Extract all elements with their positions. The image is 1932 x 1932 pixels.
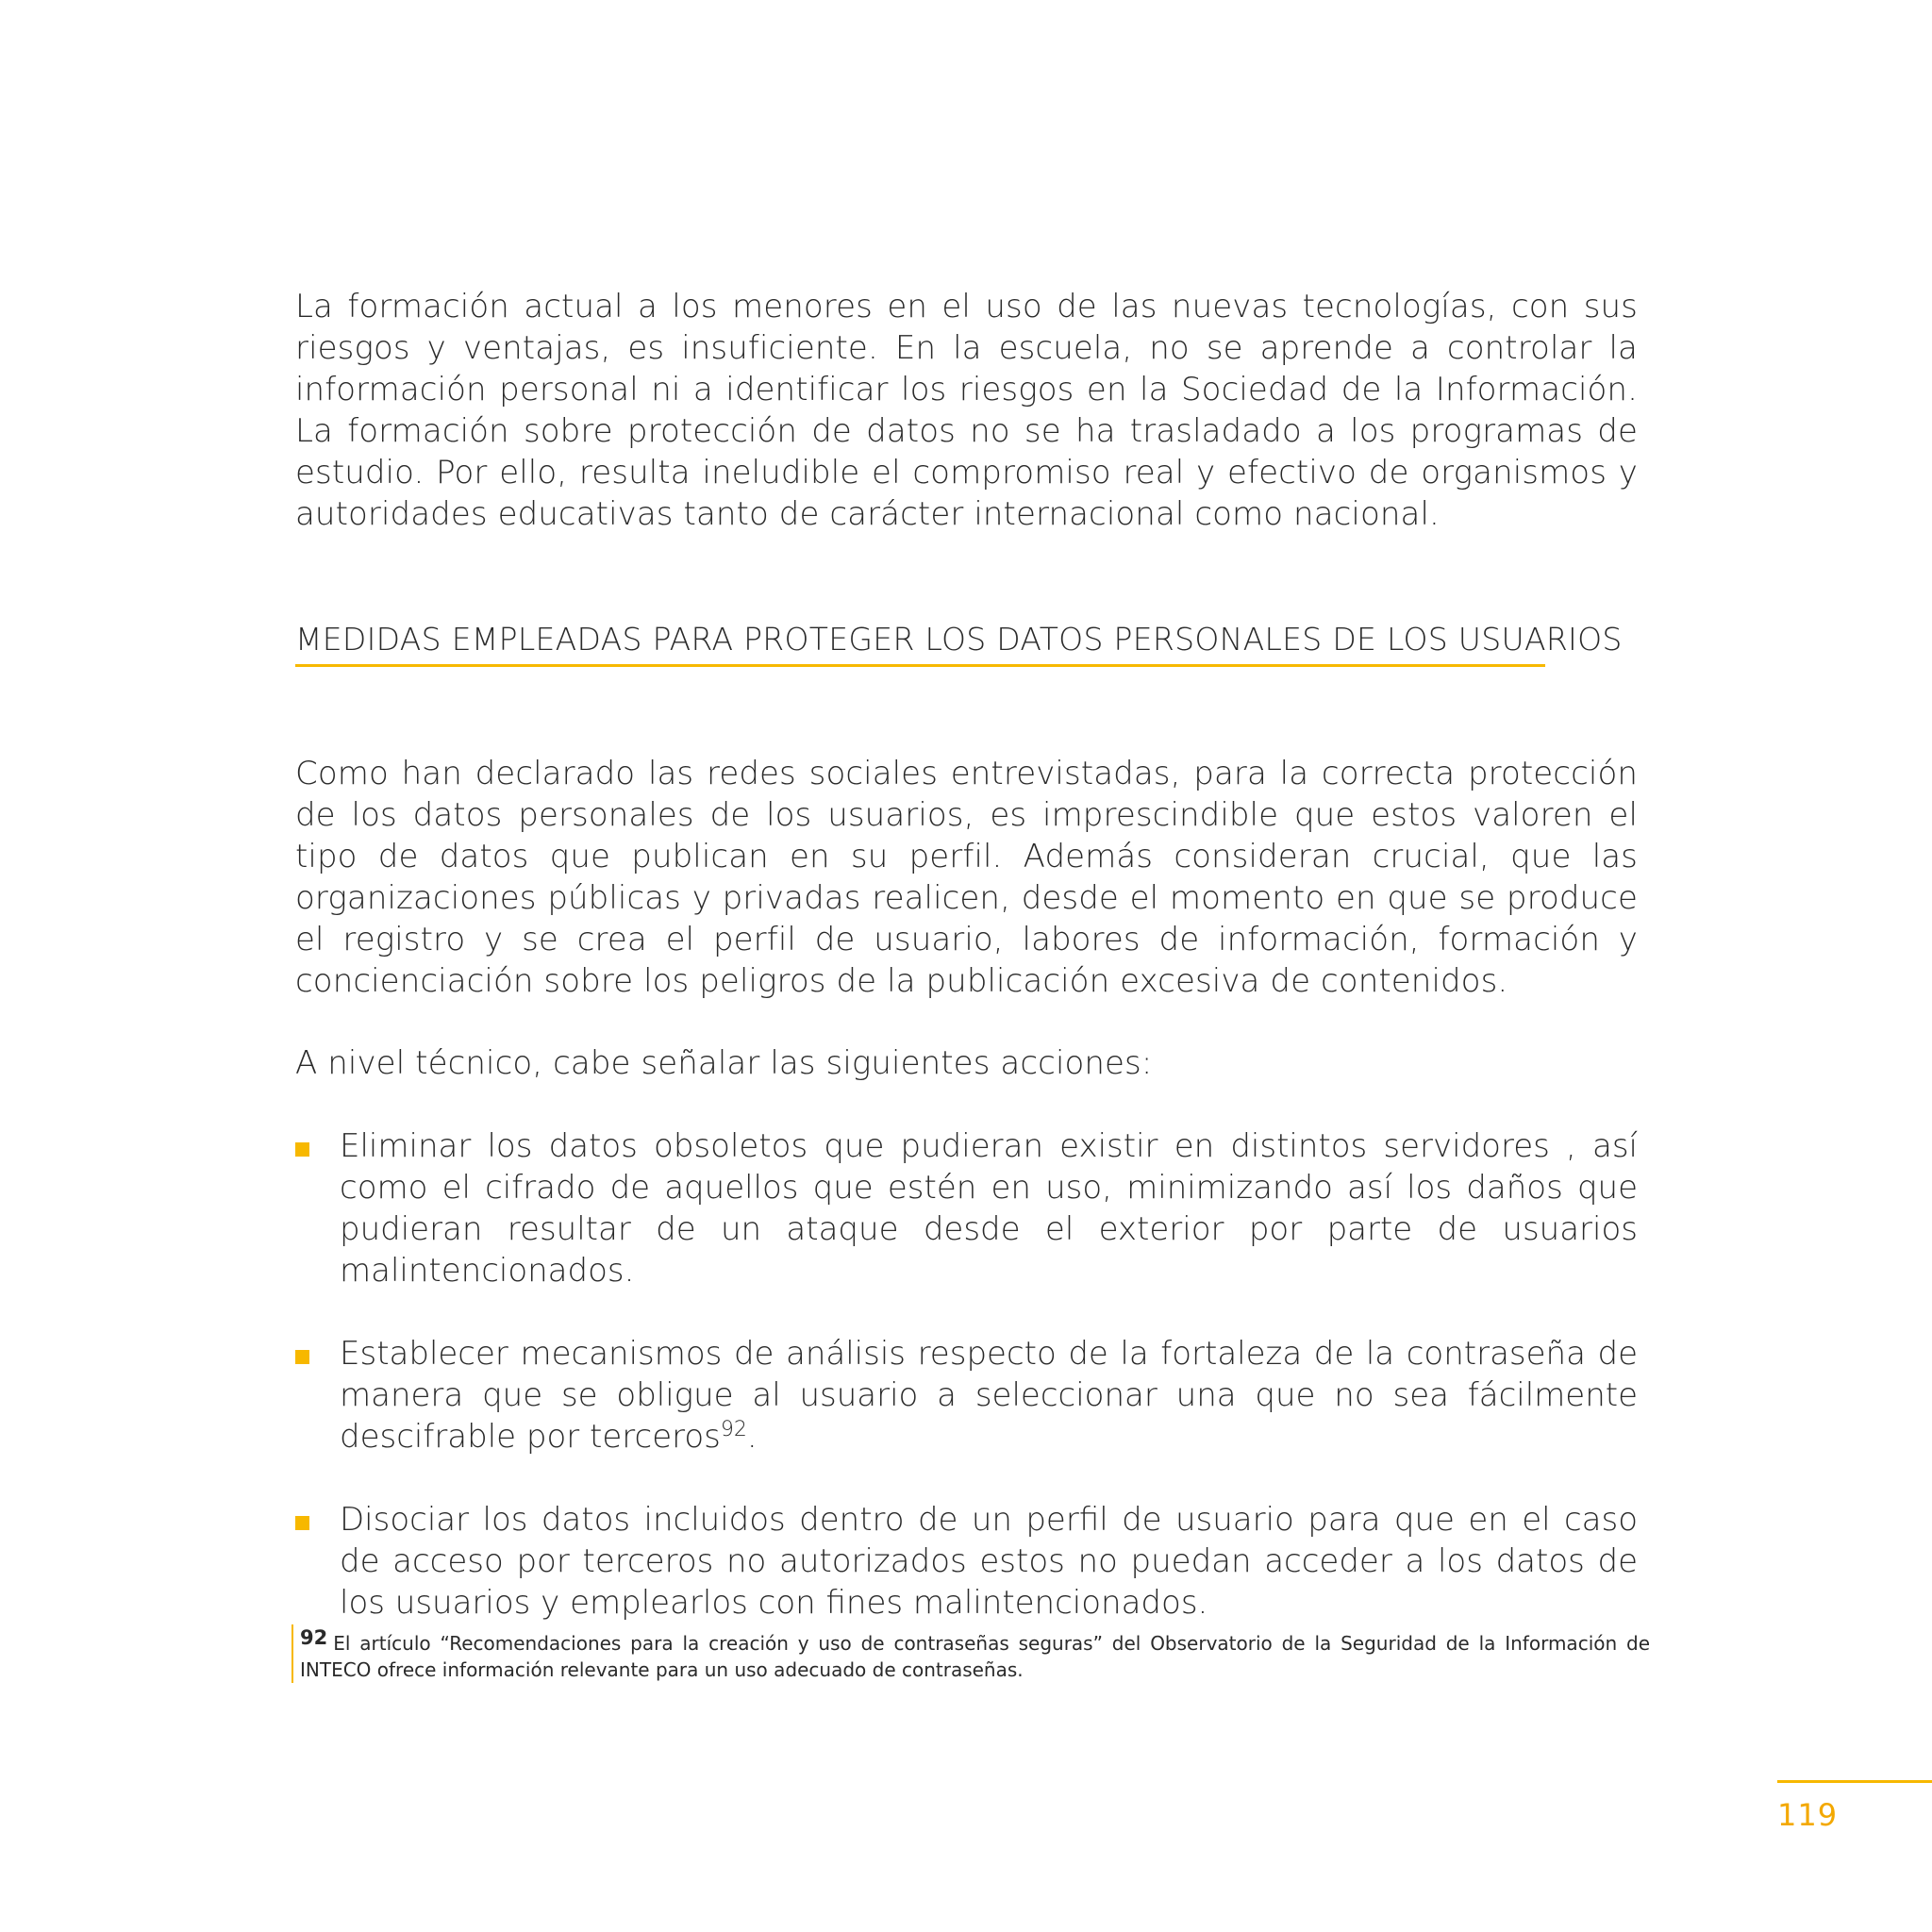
square-bullet-icon (295, 1350, 309, 1364)
actions-list (295, 1125, 1638, 1665)
footnote (291, 1624, 1650, 1683)
paragraph-redes-sociales: Como han declarado las redes sociales entrevistadas, para la correcta protección de los datos personales de los usuarios, es imprescindible que estos valoren el tipo de datos que publican en su perfil. Además consideran crucial, que las organizaciones públicas y privadas realicen, desde el momento en que se produce el registro y se crea el perfil de usuario, labores de información, formación y concienciación sobre los peligros de la publicación excesiva de contenidos. (295, 755, 1638, 1000)
list-item-text-tail: . (746, 1418, 758, 1456)
page-number: 119 (1777, 1797, 1839, 1833)
heading-underline (295, 664, 1545, 667)
section-heading: MEDIDAS EMPLEADAS PARA PROTEGER LOS DATOS PERSONALES DE LOS USUARIOS (295, 621, 1623, 658)
list-item (295, 1125, 1638, 1291)
list-item (295, 1499, 1638, 1624)
square-bullet-icon (295, 1516, 309, 1530)
square-bullet-icon (295, 1142, 309, 1157)
list-item-text: Eliminar los datos obsoletos que pudieran existir en distintos servidores , así como el cifrado de aquellos que estén en uso, minimizando así los daños que pudieran resultar de un ataque desde el exterior por parte de usuarios malintencionados. (340, 1127, 1638, 1290)
list-item (295, 1333, 1638, 1457)
paragraph-formacion: La formación actual a los menores en el uso de las nuevas tecnologías, con sus riesgos y ventajas, es insuficiente. En la escuela, no se aprende a controlar la información personal ni a identificar los riesgos en la Sociedad de la Información. La formación sobre protección de datos no se ha trasladado a los programas de estudio. Por ello, resulta ineludible el compromiso real y efectivo de organismos y autoridades educativas tanto de carácter internacional como nacional. (295, 288, 1638, 533)
list-item-text: Establecer mecanismos de análisis respecto de la fortaleza de la contraseña de manera que se obligue al usuario a seleccionar una que no sea fácilmente descifrable por terceros (340, 1335, 1638, 1456)
paragraph-nivel-tecnico: A nivel técnico, cabe señalar las siguientes acciones: (295, 1044, 1153, 1082)
footnote-text: El artículo “Recomendaciones para la creación y uso de contraseñas seguras” del Observatorio de la Seguridad de la Información de INTECO ofrece información relevante para un uso adecuado de contraseñas. (300, 1632, 1650, 1681)
page-number-rule (1777, 1780, 1932, 1783)
list-item-text: Disociar los datos incluidos dentro de un perfil de usuario para que en el caso de acceso por terceros no autorizados estos no puedan acceder a los datos de los usuarios y emplearlos con fines malintencionados. (340, 1501, 1638, 1622)
footnote-number: 92 (300, 1626, 328, 1649)
footnote-reference[interactable]: 92 (720, 1418, 747, 1441)
